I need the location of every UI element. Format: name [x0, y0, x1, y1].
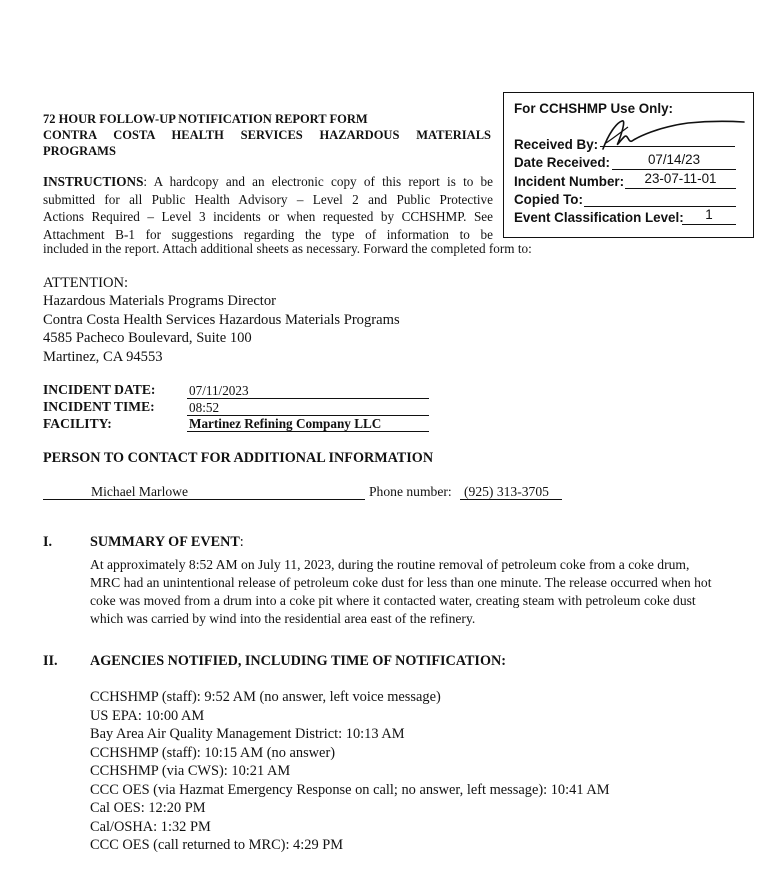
signature-icon: [598, 113, 748, 155]
event-classification-label: Event Classification Level:: [514, 210, 684, 225]
summary-line-1: At approximately 8:52 AM on July 11, 2023, during the routine removal of petroleum coke from a coke drum,: [90, 557, 690, 572]
attention-block: [43, 274, 400, 366]
agency-item: Bay Area Air Quality Management District: 10:13 AM: [90, 726, 405, 742]
agency-item: Cal OES: 12:20 PM: [90, 800, 206, 816]
facility-label: FACILITY:: [43, 416, 112, 431]
form-title-line-3: PROGRAMS: [43, 144, 116, 158]
instructions-line-5: included in the report. Attach additional sheets as necessary. Forward the completed form to:: [43, 241, 532, 256]
contact-name-field[interactable]: Michael Marlowe: [43, 484, 365, 500]
agency-item: Cal/OSHA: 1:32 PM: [90, 818, 211, 835]
incident-time-value[interactable]: 08:52: [187, 401, 429, 416]
incident-date-value[interactable]: 07/11/2023: [187, 384, 429, 399]
agency-item: CCC OES (call returned to MRC): 4:29 PM: [90, 837, 344, 853]
attention-line-2: Contra Costa Health Services Hazardous Materials Programs: [43, 311, 400, 328]
section-1-colon: :: [239, 534, 244, 550]
incident-date-label: INCIDENT DATE:: [43, 382, 156, 397]
copied-to-value[interactable]: [584, 190, 736, 207]
instructions-block: [43, 173, 493, 243]
instructions-label: INSTRUCTIONS: [43, 174, 144, 189]
summary-line-3: coke was moved from a drum into a coke pit where it contacted water, creating steam with petroleum coke dust: [90, 593, 696, 608]
instructions-line-2: submitted for all Public Health Advisory – Level 2 and Public Protective: [43, 191, 493, 207]
agency-item: CCHSHMP (staff): 9:52 AM (no answer, left voice message): [90, 689, 441, 705]
section-2-heading: AGENCIES NOTIFIED, INCLUDING TIME OF NOTIFICATION:: [90, 653, 506, 669]
section-1-summary: [90, 556, 770, 628]
contact-phone-label: Phone number:: [369, 484, 452, 499]
office-use-box: [503, 92, 754, 238]
instructions-line-4: Attachment B-1 for suggestions regarding the type of information to be: [43, 226, 493, 242]
office-box-heading: For CCHSHMP Use Only:: [514, 101, 673, 116]
attention-line-4: Martinez, CA 94553: [43, 348, 163, 365]
instructions-line-1: [43, 173, 493, 191]
instructions-text: : A hardcopy and an electronic copy of this report is to be: [143, 174, 493, 189]
form-title-line-2: CONTRA COSTA HEALTH SERVICES HAZARDOUS MATERIALS: [43, 128, 491, 142]
incident-number-value[interactable]: 23-07-11-01: [625, 172, 736, 189]
contact-phone-value[interactable]: (925) 313-3705: [460, 484, 562, 500]
summary-line-4: which was carried by wind into the residential area east of the refinery.: [90, 611, 476, 626]
event-classification-value[interactable]: 1: [682, 208, 736, 225]
attention-line-3: 4585 Pacheco Boulevard, Suite 100: [43, 330, 252, 347]
section-2-numeral: II.: [43, 653, 58, 669]
agency-item: CCC OES (via Hazmat Emergency Response on call; no answer, left message): 10:41 AM: [90, 781, 610, 798]
section-1-numeral: I.: [43, 534, 53, 550]
agency-item: CCHSHMP (via CWS): 10:21 AM: [90, 763, 291, 779]
date-received-label: Date Received:: [514, 155, 611, 170]
section-1-heading-text: SUMMARY OF EVENT: [90, 534, 240, 550]
agencies-list: [90, 688, 610, 855]
incident-time-label: INCIDENT TIME:: [43, 399, 155, 414]
received-by-label: Received By:: [514, 137, 599, 152]
contact-heading: PERSON TO CONTACT FOR ADDITIONAL INFORMATION: [43, 450, 434, 466]
instructions-line-3: Actions Required – Level 3 incidents or when requested by CCHSHMP. See: [43, 209, 493, 225]
agency-item: CCHSHMP (staff): 10:15 AM (no answer): [90, 744, 336, 761]
copied-to-label: Copied To:: [514, 192, 583, 207]
attention-line-1: Hazardous Materials Programs Director: [43, 293, 277, 310]
agency-item: US EPA: 10:00 AM: [90, 707, 205, 724]
summary-line-2: MRC had an unintentional release of petroleum coke dust for less than one minute. The release occurred when hot: [90, 575, 712, 590]
incident-number-label: Incident Number:: [514, 174, 625, 189]
date-received-value[interactable]: 07/14/23: [612, 153, 736, 170]
attention-label: ATTENTION:: [43, 275, 129, 291]
section-1-heading: [90, 534, 244, 551]
facility-value[interactable]: Martinez Refining Company LLC: [187, 417, 429, 432]
form-title-line-1: 72 HOUR FOLLOW-UP NOTIFICATION REPORT FORM: [43, 112, 368, 126]
